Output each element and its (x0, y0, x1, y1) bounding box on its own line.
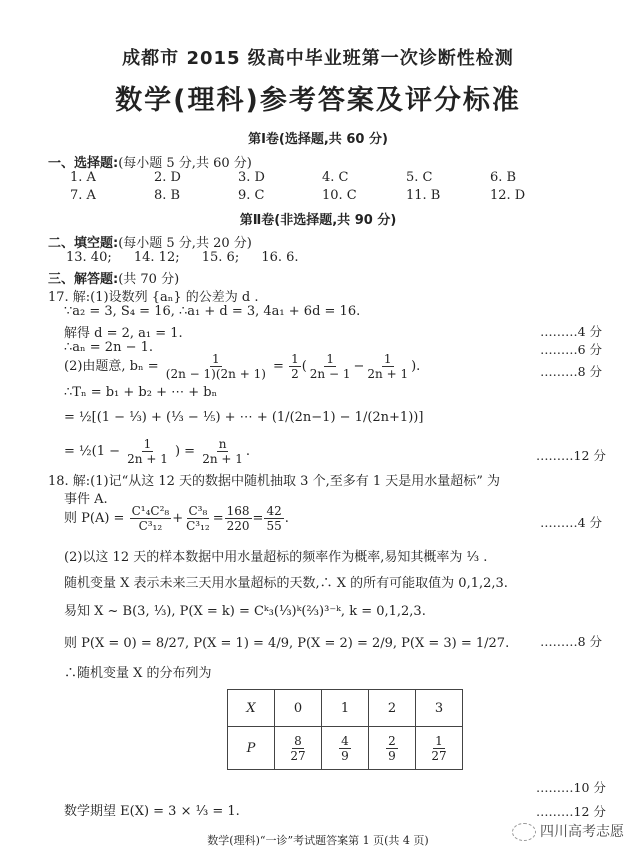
answer-item: 3. D (238, 170, 265, 185)
numerator: 1 (383, 352, 392, 366)
q18-line-7: 则 P(X = 0) = 8/27, P(X = 1) = 4/9, P(X = 2) = 2/9, P(X = 3) = 1/27. (64, 636, 510, 651)
part1-heading: 第Ⅰ卷(选择题,共 60 分) (248, 132, 388, 147)
solve-section-label: 三、解答题: (48, 272, 119, 287)
q18-line-1: 18. 解:(1)记“从这 12 天的数据中随机抽取 3 个,至多有 1 天是用水量超标” 为 (48, 474, 501, 489)
denominator: (2n − 1)(2n + 1) (165, 367, 266, 381)
fill-answer: 15. 6; (201, 250, 240, 265)
q18-line-2: 事件 A. (64, 492, 108, 507)
fill-answer: 14. 12; (133, 250, 180, 265)
table-header-cell: 0 (275, 690, 322, 727)
table-cell (416, 727, 463, 770)
table-row (228, 690, 463, 727)
choice-answers-row-1 (70, 170, 574, 185)
denominator: 2n + 1 (367, 367, 409, 381)
q17-line-1: 17. 解:(1)设数列 {aₙ} 的公差为 d . (48, 290, 259, 305)
fill-answer: 13. 40; (66, 250, 112, 265)
q17-line-2: ∵a₂ = 3, S₄ = 16, ∴a₁ + d = 3, 4a₁ + 6d = 16. (64, 304, 361, 319)
fraction (308, 352, 353, 381)
fraction (130, 504, 172, 533)
denominator: 27 (431, 748, 447, 763)
fraction (125, 437, 170, 466)
fraction (339, 734, 351, 763)
fraction (264, 504, 283, 533)
q17-line-3: 解得 d = 2, a₁ = 1. (64, 326, 183, 341)
fraction (386, 734, 398, 763)
q17-line-6: ∴Tₙ = b₁ + b₂ + ⋯ + bₙ (64, 385, 218, 400)
q17-score-4: ………4 分 (540, 324, 602, 339)
q18-line-9: 数学期望 E(X) = 3 × ⅓ = 1. (64, 804, 240, 819)
denominator: 2n + 1 (202, 452, 243, 466)
denominator: 220 (226, 519, 250, 533)
table-header-cell (228, 690, 275, 727)
fraction (225, 504, 252, 533)
q17-line8-b: ) = (174, 444, 196, 459)
denominator: 27 (290, 748, 306, 763)
fraction (289, 352, 301, 381)
fraction (200, 437, 245, 466)
choice-section-label: 一、选择题: (48, 156, 119, 171)
page-footer: 数学(理科)“一诊”考试题答案第 1 页(共 4 页) (207, 834, 429, 847)
denominator: 2n + 1 (127, 452, 168, 466)
answer-item: 5. C (406, 170, 433, 185)
q18-line-5: 随机变量 X 表示未来三天用水量超标的天数,∴ X 的所有可能取值为 0,1,2,3. (64, 576, 508, 591)
q17-line5-prefix: (2)由题意, bₙ = (64, 359, 159, 374)
q18-line3-prefix: 则 P(A) = (64, 511, 125, 526)
solve-section-note: (共 70 分) (118, 272, 180, 287)
table-header-cell: 1 (322, 690, 369, 727)
table-cell (369, 727, 416, 770)
fill-answer: 16. 6. (261, 250, 299, 265)
q18-score-12: ………12 分 (536, 804, 606, 819)
numerator: 1 (326, 352, 334, 366)
answer-item: 7. A (70, 188, 96, 203)
fill-section-note: (每小题 5 分,共 20 分) (118, 236, 252, 251)
watermark-text: 四川高考志愿 (540, 824, 624, 840)
choice-answers-row-2 (70, 188, 574, 203)
wechat-icon (512, 823, 536, 841)
answer-item: 9. C (238, 188, 265, 203)
answer-item: 11. B (406, 188, 441, 203)
equals: = (273, 359, 284, 374)
numerator: C³₈ (188, 504, 208, 518)
choice-section-header (48, 152, 252, 171)
numerator: 1 (291, 352, 299, 366)
table-header-cell: 3 (416, 690, 463, 727)
q18-score-10: ………10 分 (536, 780, 606, 795)
q17-score-6: ………6 分 (540, 342, 602, 357)
answer-item: 8. B (154, 188, 181, 203)
fill-answers (66, 250, 299, 265)
table-header-cell: 2 (369, 690, 416, 727)
choice-section-note: (每小题 5 分,共 60 分) (118, 156, 252, 171)
fill-section-label: 二、填空题: (48, 236, 119, 251)
numerator: 2 (388, 733, 396, 748)
q17-line-4: ∴aₙ = 2n − 1. (64, 340, 154, 355)
q18-line-8: ∴随机变量 X 的分布列为 (64, 666, 212, 681)
fraction (288, 734, 307, 763)
answer-item: 4. C (322, 170, 349, 185)
denominator: 2 (291, 367, 299, 381)
denominator: C³₁₂ (186, 519, 210, 533)
answer-item: 2. D (154, 170, 181, 185)
part2-heading: 第Ⅱ卷(非选择题,共 90 分) (239, 213, 397, 228)
table-cell (228, 727, 275, 770)
table-row (228, 727, 463, 770)
x-label: X (246, 700, 256, 716)
answer-item: 6. B (490, 170, 517, 185)
numerator: 168 (226, 504, 250, 518)
numerator: 8 (294, 733, 302, 748)
fraction (184, 504, 212, 533)
q17-line8-a: = ½(1 − (64, 444, 120, 459)
fraction (365, 352, 410, 381)
numerator: C¹₄C²₈ (131, 504, 170, 518)
denominator: C³₁₂ (138, 519, 163, 533)
q18-score-8: ………8 分 (540, 634, 602, 649)
denominator: 2n − 1 (309, 367, 351, 381)
p-label: P (246, 740, 256, 756)
denominator: 55 (266, 519, 282, 533)
q18-line-3: 则 P(A) = $\frac{\text{C¹₄C²₈}}{\text{C³₁₂}}$ + $\frac{\text{C³₈}}{\text{C³₁₂}}$ = $\frac{168}{220}$ = $\frac{42}{55}$ . (64, 504, 289, 533)
table-cell (275, 727, 322, 770)
denominator: 9 (388, 748, 396, 763)
q18-score-4: ………4 分 (540, 515, 602, 530)
q17-line-5: (2)由题意, bₙ = $\frac{1}{(2n - 1)(2n + 1)}$ = $\frac{1}{2}$ ( $\frac{1}{2n - 1}$ − $\frac{1}{2n + 1}$ ). (64, 352, 421, 381)
q18-line-4: (2)以这 12 天的样本数据中用水量超标的频率作为概率,易知其概率为 ⅓ . (64, 550, 488, 565)
numerator: 4 (341, 733, 349, 748)
answer-item: 12. D (490, 188, 526, 203)
fill-section-header (48, 232, 252, 251)
solve-section-header (48, 268, 179, 287)
exam-title: 成都市 2015 级高中毕业班第一次诊断性检测 (122, 48, 514, 69)
denominator: 9 (341, 748, 349, 763)
fraction (429, 734, 448, 763)
numerator: 42 (266, 504, 282, 518)
q17-score-8: ………8 分 (540, 364, 602, 379)
fraction (164, 352, 268, 381)
numerator: 1 (143, 437, 152, 451)
numerator: n (218, 437, 227, 451)
q17-score-12: ………12 分 (536, 448, 606, 463)
document-title: 数学(理科)参考答案及评分标准 (115, 85, 521, 116)
watermark (508, 819, 628, 843)
distribution-table (227, 689, 463, 770)
q17-line-7: = ½[(1 − ⅓) + (⅓ − ⅕) + ⋯ + (1/(2n−1) − 1/(2n+1))] (64, 410, 424, 425)
answer-item: 1. A (70, 170, 96, 185)
numerator: 1 (212, 352, 220, 366)
answer-item: 10. C (322, 188, 357, 203)
table-cell (322, 727, 369, 770)
q17-line-8: = ½(1 − $\frac{1}{2n + 1}$ ) = $\frac{n}{2n + 1}$ . (64, 437, 251, 466)
q18-line-6: 易知 X ~ B(3, ⅓), P(X = k) = Cᵏ₃(⅓)ᵏ(⅔)³⁻ᵏ, k = 0,1,2,3. (64, 604, 426, 619)
numerator: 1 (435, 733, 443, 748)
